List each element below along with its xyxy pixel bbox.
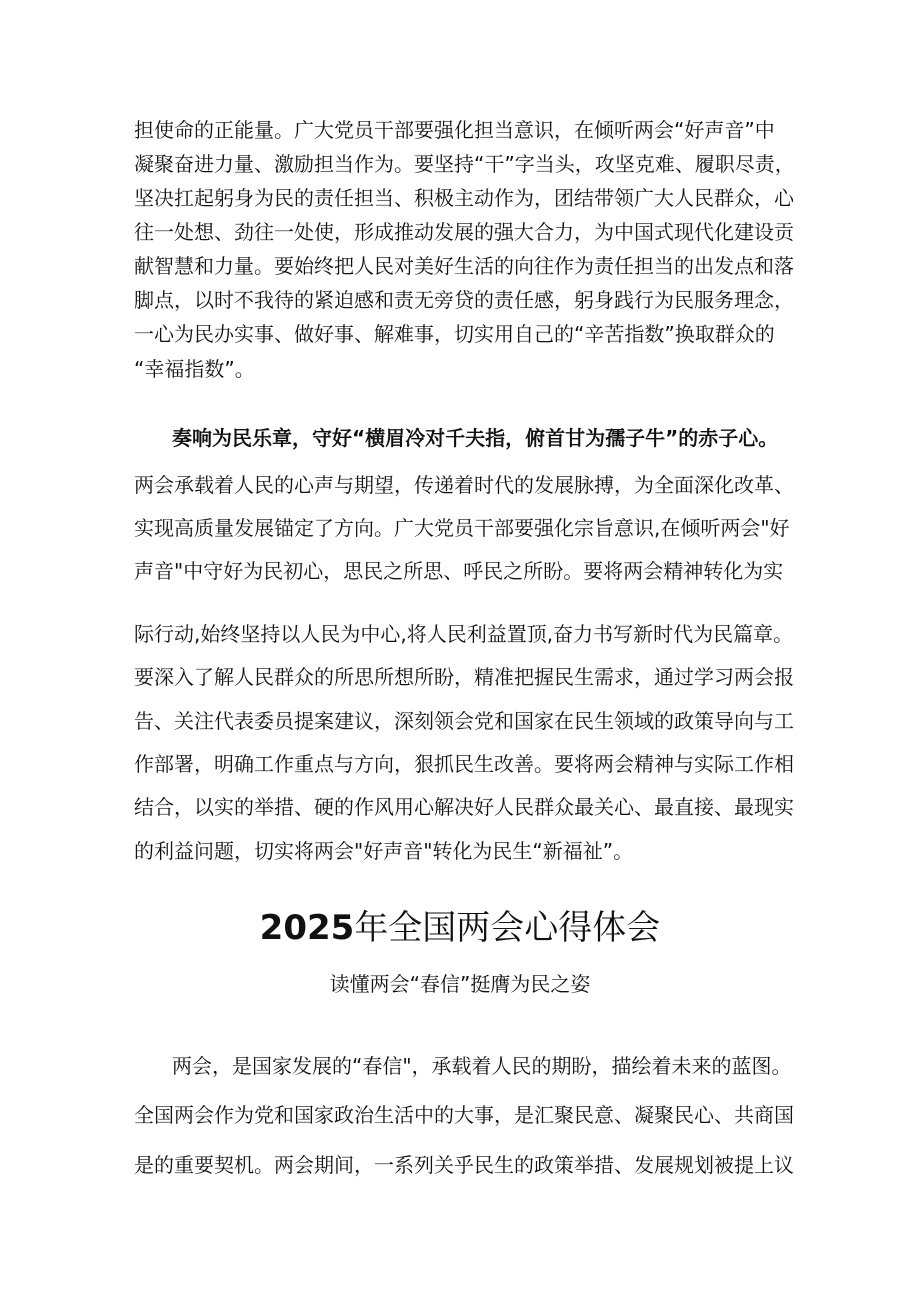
text-line: 凝聚奋进力量、激励担当作为。要坚持“干”字当头，攻坚克难、履职尽责， [134,152,795,176]
text-line: 告、关注代表委员提案建议，深刻领会党和国家在民生领域的政策导向与工 [134,709,794,733]
text-line: 一心为民办实事、做好事、解难事，切实用自己的“辛苦指数”换取群众的 [134,322,775,346]
text-line: 要深入了解人民群众的所思所想所盼，精准把握民生需求，通过学习两会报 [134,665,794,689]
text-line: 是的重要契机。两会期间，一系列关乎民生的政策举措、发展规划被提上议 [134,1153,794,1177]
text-line: 坚决扛起躬身为民的责任担当、积极主动作为，团结带领广大人民群众，心 [134,186,794,210]
text-line: 结合，以实的举措、硬的作风用心解决好人民群众最关心、最直接、最现实 [134,795,794,819]
text-line: 往一处想、劲往一处使，形成推动发展的强大合力，为中国式现代化建设贡 [134,220,794,244]
text-line: “幸福指数”。 [134,357,255,381]
text-line: 献智慧和力量。要始终把人民对美好生活的向往作为责任担当的出发点和落 [134,254,794,278]
text-line: 实现高质量发展锚定了方向。广大党员干部要强化宗旨意识,在倾听两会"好 [134,516,790,540]
section-heading: 奏响为民乐章，守好“横眉冷对千夫指，俯首甘为孺子牛”的赤子心。 [172,426,779,450]
text-line: 作部署，明确工作重点与方向，狠抓民生改善。要将两会精神与实际工作相 [134,752,794,776]
text-line: 担使命的正能量。广大党员干部要强化担当意识，在倾听两会“好声音”中 [134,118,775,142]
text-line: 际行动,始终坚持以人民为中心,将人民利益置顶,奋力书写新时代为民篇章。 [134,622,794,646]
document-title [0,904,920,952]
document-subtitle: 读懂两会“春信”挺膺为民之姿 [329,972,591,996]
text-line: 全国两会作为党和国家政治生活中的大事，是汇聚民意、凝聚民心、共商国 [134,1103,794,1127]
text-line: 两会承载着人民的心声与期望，传递着时代的发展脉搏，为全面深化改革、 [134,473,794,497]
text-line: 声音"中守好为民初心，思民之所思、呼民之所盼。要将两会精神转化为实 [134,559,784,583]
text-line: 两会，是国家发展的“春信"，承载着人民的期盼，描绘着未来的蓝图。 [172,1054,792,1078]
title-text: 年全国两会心得体会 [354,908,661,948]
text-line: 的利益问题，切实将两会"好声音"转化为民生“新福祉”。 [134,839,634,863]
text-line: 脚点，以时不我待的紧迫感和责无旁贷的责任感，躬身践行为民服务理念， [134,288,794,312]
title-year: 2025 [259,908,355,948]
